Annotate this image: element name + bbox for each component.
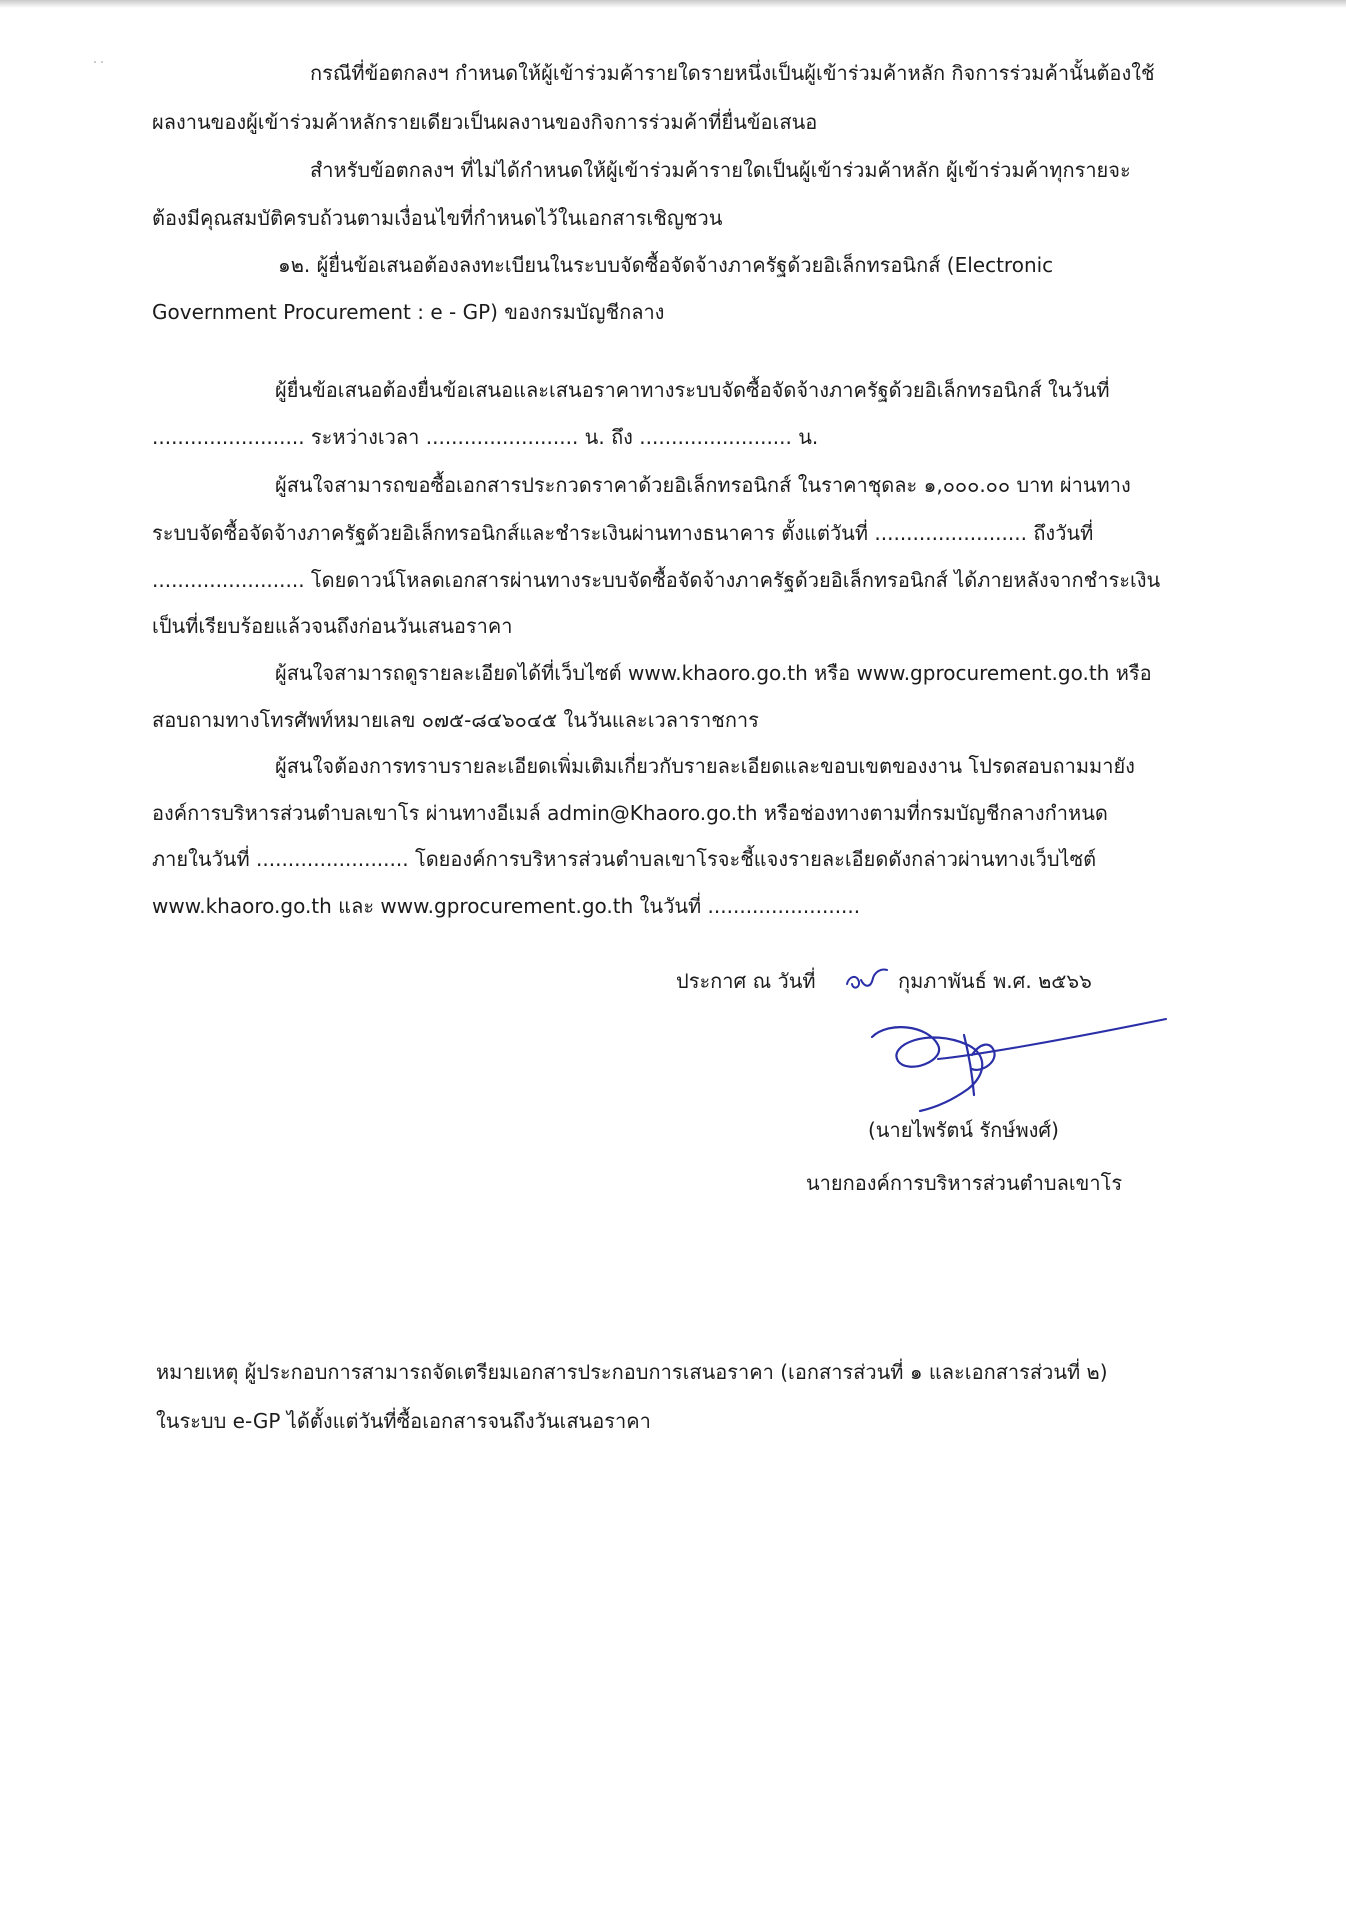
remark-line-2: ในระบบ e-GP ได้ตั้งแต่วันที่ซื้อเอกสารจนถึงวันเสนอราคา [156,1409,651,1433]
announce-date-suffix: กุมภาพันธ์ พ.ศ. ๒๕๖๖ [898,969,1092,993]
website-line-1: ผู้สนใจสามารถดูรายละเอียดได้ที่เว็บไซต์ www.khaoro.go.th หรือ www.gprocurement.go.th หรือ [275,661,1152,685]
handwritten-day [843,958,893,998]
item-12-line-1: ๑๒. ผู้ยื่นข้อเสนอต้องลงทะเบียนในระบบจัดซื้อจัดจ้างภาครัฐด้วยอิเล็กทรอนิกส์ (Electronic [278,253,1054,277]
purchase-line-1: ผู้สนใจสามารถขอซื้อเอกสารประกวดราคาด้วยอิเล็กทรอนิกส์ ในราคาชุดละ ๑,๐๐๐.๐๐ บาท ผ่านทาง [275,473,1131,497]
inquiry-line-3: ภายในวันที่ ........................ โดยองค์การบริหารส่วนตำบลเขาโรจะชี้แจงรายละเอียดดังกล่าวผ่านทางเว็บไซต์ [152,847,1097,871]
purchase-line-4: เป็นที่เรียบร้อยแล้วจนถึงก่อนวันเสนอราคา [152,614,513,638]
inquiry-line-4: www.khaoro.go.th และ www.gprocurement.go.th ในวันที่ ........................ [152,894,861,918]
scan-top-edge [0,0,1346,8]
signature [868,1015,1168,1115]
purchase-line-3: ........................ โดยดาวน์โหลดเอกสารผ่านทางระบบจัดซื้อจัดจ้างภาครัฐด้วยอิเล็กทรอนิกส์ ได้ภายหลังจากชำระเงิน [152,568,1161,592]
inquiry-line-2: องค์การบริหารส่วนตำบลเขาโร ผ่านทางอีเมล์ admin@Khaoro.go.th หรือช่องทางตามที่กรมบัญชีกลางกำหนด [152,801,1108,825]
paragraph-joint-venture-line-2: ผลงานของผู้เข้าร่วมค้าหลักรายเดียวเป็นผลงานของกิจการร่วมค้าที่ยื่นข้อเสนอ [152,110,818,134]
website-line-2: สอบถามทางโทรศัพท์หมายเลข ๐๗๕-๘๔๖๐๔๕ ในวันและเวลาราชการ [152,708,759,732]
inquiry-line-1: ผู้สนใจต้องการทราบรายละเอียดเพิ่มเติมเกี่ยวกับรายละเอียดและขอบเขตของงาน โปรดสอบถามมายัง [275,754,1135,778]
purchase-line-2: ระบบจัดซื้อจัดจ้างภาครัฐด้วยอิเล็กทรอนิกส์และชำระเงินผ่านทางธนาคาร ตั้งแต่วันที่ ........................ ถึงวันที่ [152,521,1094,545]
announce-date-prefix: ประกาศ ณ วันที่ [676,969,816,993]
paragraph-joint-venture-line-1: กรณีที่ข้อตกลงฯ กำหนดให้ผู้เข้าร่วมค้ารายใดรายหนึ่งเป็นผู้เข้าร่วมค้าหลัก กิจการร่วมค้านั้นต้องใช้ [310,61,1155,85]
signer-name: (นายไพรัตน์ รักษ์พงศ์) [868,1118,1059,1142]
remark-line-1: หมายเหตุ ผู้ประกอบการสามารถจัดเตรียมเอกสารประกอบการเสนอราคา (เอกสารส่วนที่ ๑ และเอกสารส่วนที่ ๒) [156,1360,1108,1384]
submission-line-1: ผู้ยื่นข้อเสนอต้องยื่นข้อเสนอและเสนอราคาทางระบบจัดซื้อจัดจ้างภาครัฐด้วยอิเล็กทรอนิกส์ ในวันที่ [275,378,1110,402]
scan-speck [92,60,106,64]
submission-line-2: ........................ ระหว่างเวลา ........................ น. ถึง ........................ น. [152,425,819,449]
paragraph-qualification-line-2: ต้องมีคุณสมบัติครบถ้วนตามเงื่อนไขที่กำหนดไว้ในเอกสารเชิญชวน [152,206,723,230]
signer-title: นายกองค์การบริหารส่วนตำบลเขาโร [806,1171,1123,1195]
paragraph-qualification-line-1: สำหรับข้อตกลงฯ ที่ไม่ได้กำหนดให้ผู้เข้าร่วมค้ารายใดเป็นผู้เข้าร่วมค้าหลัก ผู้เข้าร่วมค้าทุกรายจะ [310,158,1131,182]
item-12-line-2: Government Procurement : e - GP) ของกรมบัญชีกลาง [152,300,665,324]
